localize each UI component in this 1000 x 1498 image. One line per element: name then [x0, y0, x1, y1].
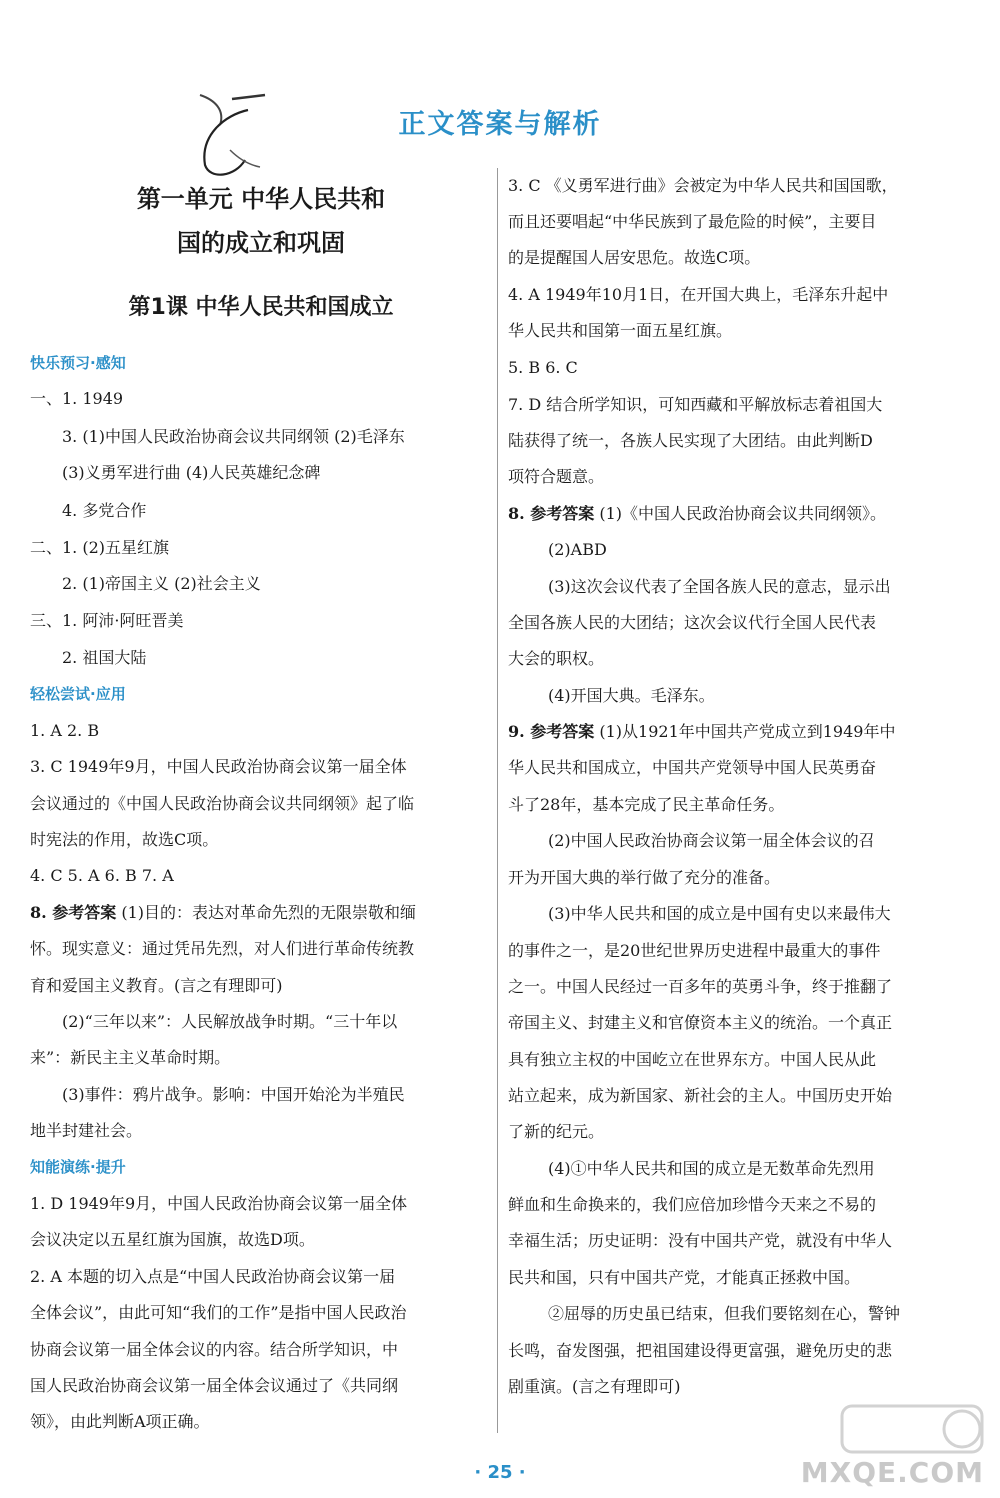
- reference-answer-label: 8. 参考答案: [30, 903, 117, 922]
- answer-line: 民共和国，只有中国共产党，才能真正拯救中国。: [508, 1268, 861, 1287]
- answer-line: 时宪法的作用，故选C项。: [30, 830, 219, 849]
- unit-title-line1: 第一单元 中华人民共和: [136, 185, 386, 213]
- page-header-title: 正文答案与解析: [398, 109, 602, 140]
- answer-line: 大会的职权。: [508, 649, 605, 668]
- answer-line: 3. C 《义勇军进行曲》会被定为中华人民共和国国歌，: [508, 176, 898, 195]
- answer-line: (4)①中华人民共和国的成立是无数革命先烈用: [548, 1159, 875, 1178]
- answer-line: 1. D 1949年9月，中国人民政治协商会议第一届全体: [30, 1194, 408, 1213]
- handwritten-scribble: [170, 55, 280, 185]
- answer-line: [508, 721, 895, 743]
- answer-line: 二、1. (2)五星红旗: [30, 538, 170, 557]
- answer-line: 一、1. 1949: [30, 389, 124, 408]
- page-number: · 25 ·: [474, 1462, 526, 1483]
- answer-line: ②屈辱的历史虽已结束，但我们要铭刻在心，警钟: [548, 1304, 901, 1323]
- answer-line: 5. B 6. C: [508, 358, 578, 377]
- answer-line: 站立起来，成为新国家、新社会的主人。中国历史开始: [508, 1086, 893, 1105]
- answer-line: (2)中国人民政治协商会议第一届全体会议的召: [548, 831, 875, 850]
- answer-line: 斗了28年，基本完成了民主革命任务。: [508, 795, 785, 814]
- answer-line: 4. 多党合作: [62, 501, 147, 520]
- answer-line: 全国各族人民的大团结；这次会议代行全国人民代表: [508, 613, 877, 632]
- answer-line: 华人民共和国第一面五星红旗。: [508, 321, 733, 340]
- answer-line: 怀。现实意义：通过凭吊先烈，对人们进行革命传统教: [30, 939, 415, 958]
- answer-line: 来”：新民主主义革命时期。: [30, 1048, 231, 1067]
- answer-text: (1)《中国人民政治协商会议共同纲领》。: [594, 504, 887, 523]
- answer-line: 三、1. 阿沛·阿旺晋美: [30, 611, 184, 630]
- answer-line: 全体会议”，由此可知“我们的工作”是指中国人民政治: [30, 1303, 407, 1322]
- answer-line: 3. C 1949年9月，中国人民政治协商会议第一届全体: [30, 757, 407, 776]
- answer-line: [508, 503, 886, 525]
- answer-line: 2. A 本题的切入点是“中国人民政治协商会议第一届: [30, 1267, 396, 1286]
- answer-line: 具有独立主权的中国屹立在世界东方。中国人民从此: [508, 1050, 877, 1069]
- answer-line: 陆获得了统一，各族人民实现了大团结。由此判断D: [508, 431, 873, 450]
- section-heading-preview: 快乐预习·感知: [30, 354, 126, 372]
- answer-line: (3)事件：鸦片战争。影响：中国开始沦为半殖民: [62, 1085, 405, 1104]
- answer-line: [30, 902, 416, 924]
- watermark-text: MXQE.COM: [800, 1456, 984, 1489]
- answer-line: (3)中华人民共和国的成立是中国有史以来最伟大: [548, 904, 891, 923]
- answer-line: 地半封建社会。: [30, 1121, 143, 1140]
- answer-line: 了新的纪元。: [508, 1122, 605, 1141]
- answer-line: 的是提醒国人居安思危。故选C项。: [508, 248, 761, 267]
- answer-line: 鲜血和生命换来的，我们应倍加珍惜今天来之不易的: [508, 1195, 877, 1214]
- answer-line: 2. (1)帝国主义 (2)社会主义: [62, 574, 261, 593]
- column-divider: [497, 168, 498, 1433]
- answer-line: 项符合题意。: [508, 467, 605, 486]
- answer-line: 剧重演。(言之有理即可): [508, 1377, 681, 1396]
- answer-line: 而且还要唱起“中华民族到了最危险的时候”，主要目: [508, 212, 877, 231]
- answer-line: (2)ABD: [548, 540, 607, 559]
- answer-line: 协商会议第一届全体会议的内容。结合所学知识，中: [30, 1340, 399, 1359]
- watermark-logo: [800, 1398, 990, 1493]
- answer-line: 1. A 2. B: [30, 721, 100, 740]
- answer-line: 幸福生活；历史证明：没有中国共产党，就没有中华人: [508, 1231, 893, 1250]
- answer-line: 长鸣，奋发图强，把祖国建设得更富强，避免历史的悲: [508, 1341, 893, 1360]
- section-heading-practice: 知能演练·提升: [30, 1158, 126, 1176]
- answer-line: 之一。中国人民经过一百多年的英勇斗争，终于推翻了: [508, 977, 893, 996]
- answer-line: (4)开国大典。毛泽东。: [548, 686, 715, 705]
- answer-line: (3)这次会议代表了全国各族人民的意志，显示出: [548, 577, 891, 596]
- answer-text: (1)目的：表达对革命先烈的无限崇敬和缅: [116, 903, 417, 922]
- answer-line: 国人民政治协商会议第一届全体会议通过了《共同纲: [30, 1376, 399, 1395]
- answer-line: 2. 祖国大陆: [62, 648, 147, 667]
- answer-text: (1)从1921年中国共产党成立到1949年中: [594, 722, 896, 741]
- lesson-title: 第1课 中华人民共和国成立: [128, 295, 394, 320]
- unit-title-line2: 国的成立和巩固: [177, 229, 345, 257]
- answer-line: (3)义勇军进行曲 (4)人民英雄纪念碑: [62, 463, 321, 482]
- section-heading-try: 轻松尝试·应用: [30, 685, 126, 703]
- reference-answer-label: 9. 参考答案: [508, 722, 595, 741]
- answer-line: 开为开国大典的举行做了充分的准备。: [508, 868, 781, 887]
- reference-answer-label: 8. 参考答案: [508, 504, 595, 523]
- answer-line: 育和爱国主义教育。(言之有理即可): [30, 976, 283, 995]
- answer-line: 4. C 5. A 6. B 7. A: [30, 866, 174, 885]
- answer-line: 帝国主义、封建主义和官僚资本主义的统治。一个真正: [508, 1013, 893, 1032]
- answer-line: 7. D 结合所学知识，可知西藏和平解放标志着祖国大: [508, 395, 883, 414]
- answer-line: 3. (1)中国人民政治协商会议共同纲领 (2)毛泽东: [62, 427, 405, 446]
- answer-line: 会议决定以五星红旗为国旗，故选D项。: [30, 1230, 315, 1249]
- answer-line: 的事件之一，是20世纪世界历史进程中最重大的事件: [508, 941, 881, 960]
- answer-line: (2)“三年以来”：人民解放战争时期。“三十年以: [62, 1012, 398, 1031]
- answer-line: 4. A 1949年10月1日，在开国大典上，毛泽东升起中: [508, 285, 889, 304]
- answer-line: 领》，由此判断A项正确。: [30, 1412, 210, 1431]
- answer-line: 华人民共和国成立，中国共产党领导中国人民英勇奋: [508, 758, 877, 777]
- answer-line: 会议通过的《中国人民政治协商会议共同纲领》起了临: [30, 794, 415, 813]
